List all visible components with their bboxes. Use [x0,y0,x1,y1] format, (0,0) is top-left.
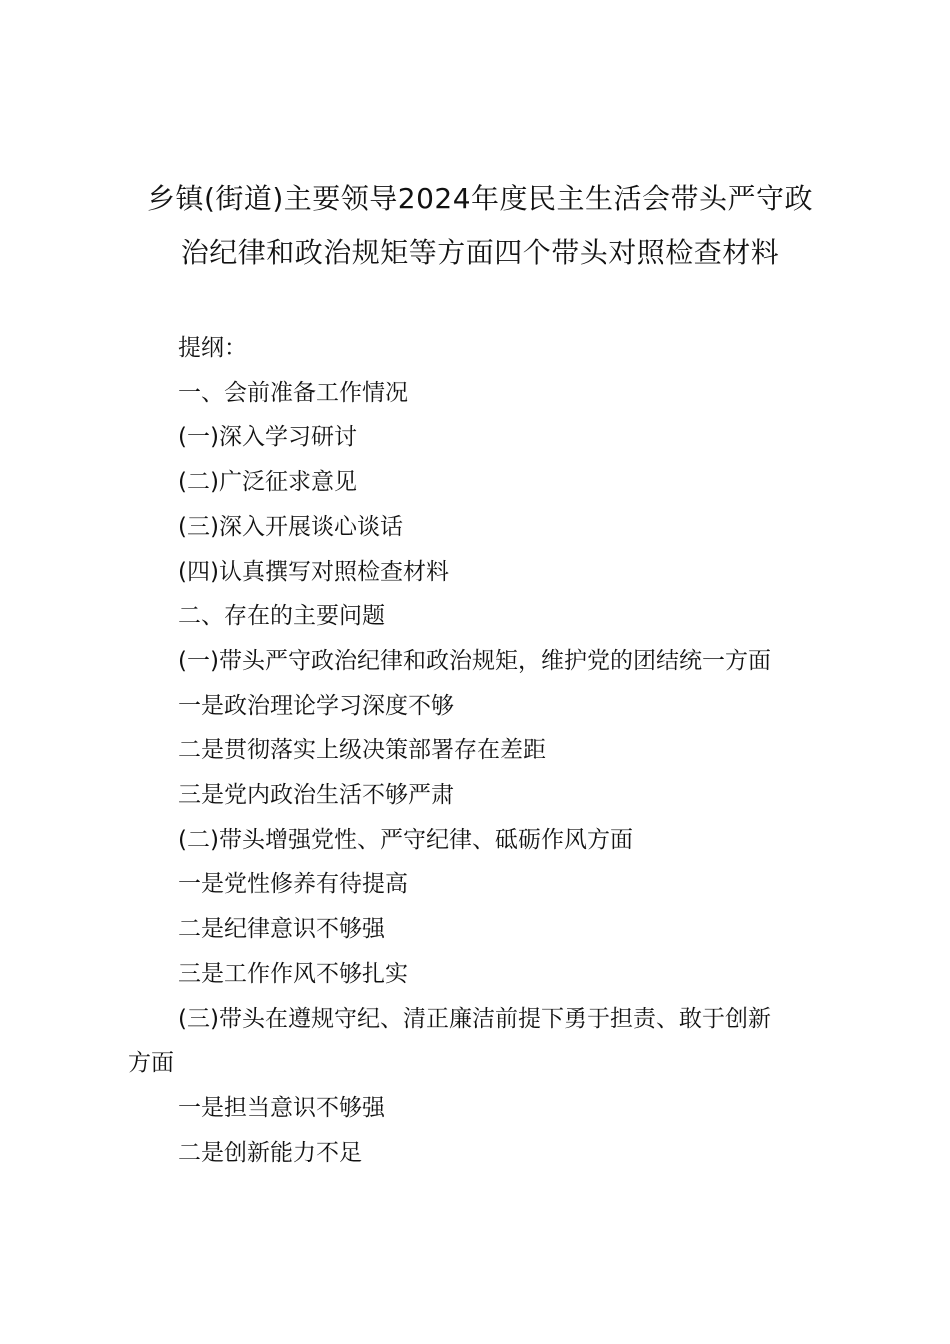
subsection-2-point-1: 一是党性修养有待提高 [178,871,408,898]
document-title [120,172,840,280]
subsection-3-heading-continued: 方面 [128,1050,174,1077]
subsection-3-point-1: 一是担当意识不够强 [178,1094,385,1121]
section-1-heading: 一、会前准备工作情况 [178,379,408,406]
section-1-item-3: (三)深入开展谈心谈话 [178,513,403,540]
subsection-1-heading: (一)带头严守政治纪律和政治规矩，维护党的团结统一方面 [178,647,771,674]
subsection-2-heading: (二)带头增强党性、严守纪律、砥砺作风方面 [178,826,633,853]
outline-label: 提纲： [178,335,247,361]
title-line-1: 乡镇(街道)主要领导2024年度民主生活会带头严守政 [146,182,814,215]
subsection-3-point-2: 二是创新能力不足 [178,1139,362,1166]
subsection-2-point-2: 二是纪律意识不够强 [178,916,385,943]
section-1-item-2: (二)广泛征求意见 [178,469,357,496]
title-line-2: 治纪律和政治规矩等方面四个带头对照检查材料 [180,236,780,269]
subsection-1-point-1: 一是政治理论学习深度不够 [178,692,454,719]
subsection-2-point-3: 三是工作作风不够扎实 [178,960,408,987]
section-2-heading: 二、存在的主要问题 [178,603,385,630]
section-1-item-1: (一)深入学习研讨 [178,424,357,451]
section-1-item-4: (四)认真撰写对照检查材料 [178,558,449,585]
subsection-1-point-2: 二是贯彻落实上级决策部署存在差距 [178,737,546,764]
subsection-3-heading: (三)带头在遵规守纪、清正廉洁前提下勇于担责、敢于创新 [178,1005,771,1032]
subsection-1-point-3: 三是党内政治生活不够严肃 [178,782,454,809]
document-body [128,326,820,1175]
